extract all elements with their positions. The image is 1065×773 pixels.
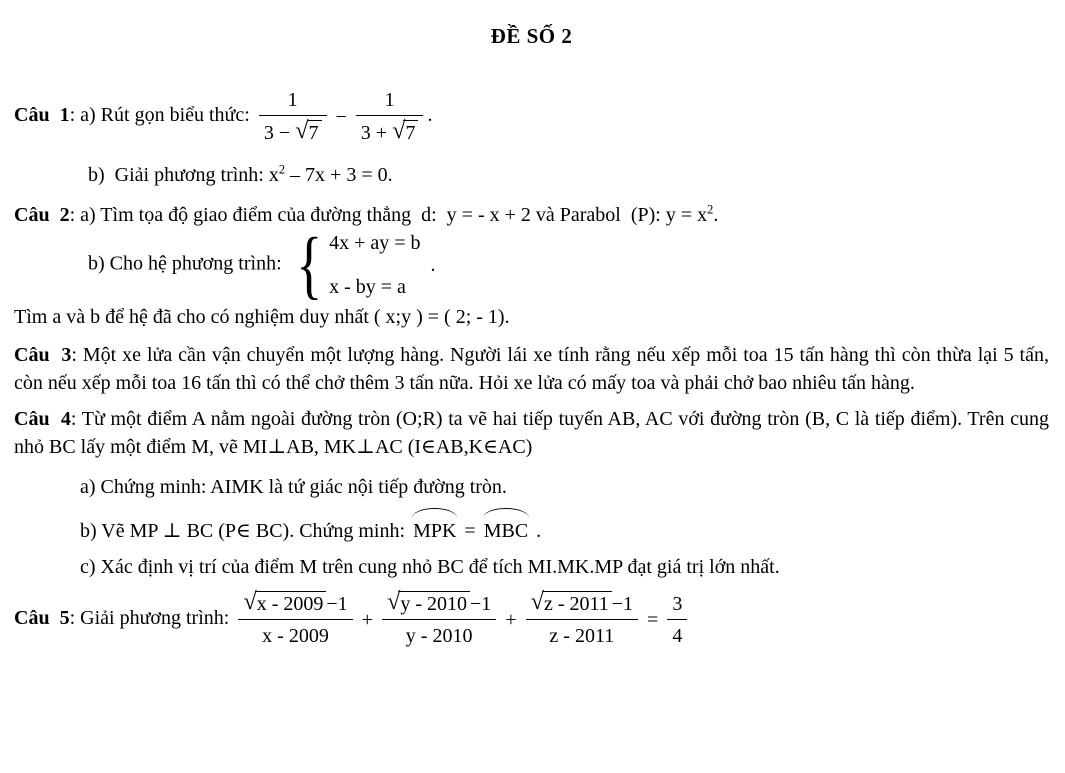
radical-sign-icon: √ [530,588,544,615]
problem-4a-text: a) Chứng minh: AIMK là tứ giác nội tiếp đường tròn. [80,476,507,498]
radicand: y - 2010 [398,591,470,615]
fraction-2-numerator: 1 [356,88,424,116]
problem-1-part-b [14,161,1049,189]
angle-arc-mpk: MPK [413,517,456,545]
sqrt-expression [295,117,321,144]
fraction-1-denominator [259,116,327,145]
radicand: 7 [403,120,418,144]
problem-2-condition-text: Tìm a và b để hệ đã cho có nghiệm duy nhất ( x;y ) = ( 2; - 1). [14,306,510,328]
plus-operator: + [505,608,517,631]
system-equation-1: 4x + ay = b [329,232,421,254]
fraction-x [238,588,352,648]
fraction-2 [356,88,424,145]
problem-2-condition [14,303,1049,331]
exponent: 2 [278,162,286,177]
sentence-period: . [713,204,719,226]
sqrt-expression [530,588,612,615]
problem-3-text: : Một xe lửa cần vận chuyển một lượng hàng. Người lái xe tính rằng nếu xếp mỗi toa 15 tấn hàng thì còn thừa lại 5 tấn, còn nếu xếp mỗi toa 16 tấn thì có thể chở thêm 3 tấn nữa. Hỏi xe lửa có mấy toa và phải chở bao nhiêu tấn hàng. [14,344,1049,394]
radical-sign-icon: √ [295,117,309,144]
minus-operator: − [335,105,347,128]
exponent: 2 [707,202,714,217]
problem-3 [14,341,1049,397]
problem-1a-text: : a) Rút gọn biểu thức: [69,104,250,127]
sqrt-expression [386,588,470,615]
problem-2b-text: b) Cho hệ phương trình: [88,252,282,275]
problem-4 [14,405,1049,461]
fraction-x-numerator [238,588,352,620]
system-brace-icon: { [295,222,323,307]
problem-5-text: : Giải phương trình: [69,607,230,630]
problem-4-part-c [14,553,1049,581]
fraction-2-denominator [356,116,424,145]
problem-4b-text: b) Vẽ MP ⊥ BC (P∈ BC). Chứng minh: [80,520,406,542]
exam-title: ĐỀ SỐ 2 [490,24,573,48]
fraction-y [382,588,496,648]
denominator-text: 3 + [360,122,388,144]
fraction-y-numerator [382,588,496,620]
numerator-tail: −1 [470,593,492,615]
radicand: 7 [307,120,322,144]
equals-sign: = [464,520,476,542]
problem-5 [14,588,1049,648]
problem-4-text: : Từ một điểm A nằm ngoài đường tròn (O;R) ta vẽ hai tiếp tuyến AB, AC với đường tròn (B, C là tiếp điểm). Trên cung nhỏ BC lấy một điểm M, vẽ MI⊥AB, MK⊥AC (I∈AB,K∈AC) [14,408,1049,458]
fraction-result [667,592,687,648]
sqrt-expression [392,117,418,144]
sentence-period: . [427,104,433,127]
problem-2a-text: : a) Tìm tọa độ giao điểm của đường thẳng d: y = - x + 2 và Parabol (P): y = x [69,204,708,226]
fraction-z [526,588,638,648]
fraction-result-denominator: 4 [672,624,683,647]
equals-sign: = [647,608,659,631]
denominator-text: 3 − [263,122,291,144]
fraction-x-denominator: x - 2009 [262,625,329,647]
fraction-1-numerator: 1 [259,88,327,116]
plus-operator: + [361,608,373,631]
fraction-y-denominator: y - 2010 [405,625,473,647]
fraction-1 [259,88,327,145]
problem-4-label: Câu 4 [14,408,71,430]
radical-sign-icon: √ [386,588,401,615]
problem-3-label: Câu 3 [14,344,72,366]
problem-1-part-a [14,88,1049,145]
radicand: x - 2009 [255,591,327,615]
problem-4-part-b [14,505,1049,545]
problem-1b-equation: – 7x + 3 = 0. [285,164,393,186]
problem-4-part-a [14,473,1049,501]
problem-5-label: Câu 5 [14,607,70,630]
problem-4c-text: c) Xác định vị trí của điểm M trên cung nhỏ BC để tích MI.MK.MP đạt giá trị lớn nhất. [80,556,780,578]
fraction-result-numerator: 3 [667,592,687,620]
fraction-z-numerator [526,588,638,620]
sqrt-expression [243,588,326,615]
problem-2-part-b [14,222,1049,307]
problem-2-label: Câu 2 [14,204,70,226]
system-equation-2: x - by = a [329,276,406,298]
numerator-tail: −1 [611,593,634,615]
radical-sign-icon: √ [392,117,406,144]
radicand: z - 2011 [542,591,612,615]
equation-system [291,222,421,307]
system-equations [329,231,420,299]
fraction-z-denominator: z - 2011 [549,625,615,647]
sentence-period: . [536,520,542,542]
problem-2-part-a [14,201,1049,229]
sentence-period: . [430,254,436,276]
problem-1-label: Câu 1 [14,104,70,127]
numerator-tail: −1 [326,593,348,615]
problem-1b-text: b) Giải phương trình: x [88,164,279,186]
radical-sign-icon: √ [243,588,257,615]
angle-arc-mbc: MBC [484,517,528,545]
